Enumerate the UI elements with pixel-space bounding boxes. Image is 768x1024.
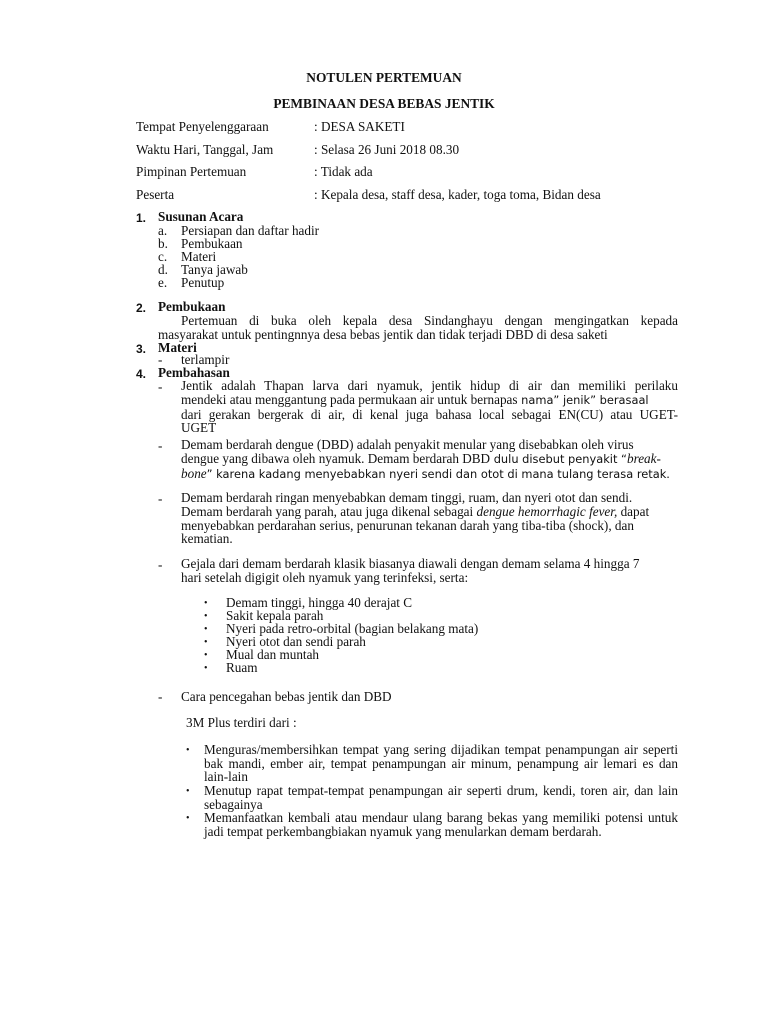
opening-text-line2: masyarakat untuk pentingnnya desa bebas jentik dan tidak terjadi DBD di desa saketi — [158, 327, 608, 342]
bullet-marker: • — [204, 611, 208, 622]
info-label-time: Waktu Hari, Tanggal, Jam — [136, 142, 274, 157]
document-title: NOTULEN PERTEMUAN — [306, 70, 462, 85]
agenda-letter: c. — [158, 249, 168, 264]
prevention-item: Menutup rapat tempat-tempat penampungan air seperti drum, kendi, toren air, dan lain sebagainya — [204, 783, 678, 812]
bullet-marker: • — [186, 786, 190, 797]
paragraph-line: dari gerakan bergerak di air, di kenal juga bahasa local sebagai EN(CU) atau UGET- — [181, 406, 678, 422]
paragraph-dbd — [181, 438, 678, 481]
symptom-item: Nyeri otot dan sendi parah — [226, 634, 366, 649]
paragraph-line: Jentik adalah Thapan larva dari nyamuk, jentik hidup di air dan memiliki perilaku — [181, 378, 678, 393]
text-span: Demam berdarah yang parah, atau juga dikenal sebagai — [181, 503, 477, 519]
prevention-heading: Cara pencegahan bebas jentik dan DBD — [181, 689, 392, 704]
text-span: dulu disebut penyakit “ — [490, 451, 627, 466]
paragraph-symptoms — [181, 557, 678, 585]
info-value-participants: : Kepala desa, staff desa, kader, toga toma, Bidan desa — [314, 187, 601, 202]
paragraph-line: Demam berdarah dengue (DBD) adalah penyakit menular yang disebabkan oleh virus — [181, 437, 634, 452]
section-number: 2. — [136, 301, 147, 315]
symptom-item: Sakit kepala parah — [226, 608, 324, 623]
paragraph-line — [181, 393, 678, 408]
section-heading: Susunan Acara — [158, 209, 244, 224]
text-span: mendeki atau menggantung pada permukaan air untuk bernapas — [181, 391, 518, 407]
section-number: 1. — [136, 211, 147, 225]
bullet-marker: • — [204, 637, 208, 648]
bullet-marker: • — [204, 598, 208, 609]
bullet-marker: • — [186, 745, 190, 756]
symptom-item: Demam tinggi, hingga 40 derajat C — [226, 595, 413, 610]
dash-marker: - — [158, 379, 163, 394]
text-span: dengue yang dibawa oleh nyamuk. Demam berdarah DBD — [181, 450, 491, 466]
bullet-marker: • — [204, 624, 208, 635]
text-span: dapat — [617, 503, 650, 519]
paragraph-line: hari setelah digigit oleh nyamuk yang terinfeksi, serta: — [181, 569, 469, 585]
plus-intro: 3M Plus terdiri dari : — [186, 715, 297, 730]
prevention-item: Menguras/membersihkan tempat yang sering dijadikan tempat penampungan air seperti bak mandi, ember air, tempat penampungan air minum, penampung air lemari es dan lain-lain — [204, 742, 678, 785]
section-heading: Pembahasan — [158, 365, 230, 380]
info-label-leader: Pimpinan Pertemuan — [136, 164, 247, 179]
symptom-item: Mual dan muntah — [226, 647, 320, 662]
symptom-item: Nyeri pada retro-orbital (bagian belakang mata) — [226, 621, 479, 636]
text-span-italic: break- — [626, 450, 661, 466]
agenda-letter: a. — [158, 223, 168, 238]
paragraph-line — [181, 452, 678, 467]
agenda-item: Penutup — [181, 275, 225, 290]
agenda-letter: b. — [158, 236, 168, 251]
agenda-letter: d. — [158, 262, 168, 277]
dash-marker: - — [158, 438, 163, 453]
info-value-leader: : Tidak ada — [314, 164, 373, 179]
paragraph-line: Gejala dari demam berdarah klasik biasanya diawali dengan demam selama 4 hingga 7 — [181, 556, 640, 571]
dash-marker: - — [158, 491, 163, 506]
agenda-item: Tanya jawab — [181, 262, 248, 277]
opening-text-line1: Pertemuan di buka oleh kepala desa Sindanghayu dengan mengingatkan kepada — [181, 313, 678, 328]
dash-marker: - — [158, 689, 163, 704]
paragraph-line — [181, 467, 678, 482]
section-number: 4. — [136, 367, 147, 381]
paragraph-line: kematian. — [181, 531, 233, 547]
document-subtitle: PEMBINAAN DESA BEBAS JENTIK — [273, 96, 495, 111]
agenda-item: Persiapan dan daftar hadir — [181, 223, 320, 238]
paragraph-line: Demam berdarah ringan menyebabkan demam tinggi, ruam, dan nyeri otot dan sendi. — [181, 490, 633, 505]
text-span-italic: dengue hemorrhagic fever, — [476, 503, 618, 519]
dash-marker: - — [158, 557, 163, 572]
agenda-item: Pembukaan — [181, 236, 243, 251]
bullet-marker: • — [204, 663, 208, 674]
info-value-venue: : DESA SAKETI — [314, 119, 405, 134]
section-heading: Pembukaan — [158, 299, 226, 314]
paragraph-line: menyebabkan perdarahan serius, penurunan tekanan darah yang tiba-tiba (shock), dan — [181, 517, 634, 533]
section-heading: Materi — [158, 340, 197, 355]
agenda-letter: e. — [158, 275, 168, 290]
materi-text: terlampir — [181, 352, 230, 367]
section-number: 3. — [136, 342, 147, 356]
bullet-marker: • — [186, 813, 190, 824]
info-label-venue: Tempat Penyelenggaraan — [136, 119, 269, 134]
paragraph-severe — [181, 491, 678, 546]
info-label-participants: Peserta — [136, 187, 175, 202]
prevention-item: Memanfaatkan kembali atau mendaur ulang barang bekas yang memiliki potensi untuk jadi tempat perkembangbiakan nyamuk yang menularkan demam berdarah. — [204, 810, 678, 839]
bullet-marker: • — [204, 650, 208, 661]
dash-marker: - — [158, 352, 163, 367]
paragraph-line: UGET — [181, 420, 217, 436]
paragraph-line — [181, 505, 678, 519]
text-span: nama” jenik” berasaal — [517, 392, 649, 407]
agenda-item: Materi — [181, 249, 217, 264]
info-value-time: : Selasa 26 Juni 2018 08.30 — [314, 142, 460, 157]
symptom-item: Ruam — [226, 660, 258, 675]
text-span: ” karena kadang menyebabkan nyeri sendi dan otot di mana tulang terasa retak. — [206, 466, 670, 481]
paragraph-jentik — [181, 379, 678, 435]
text-span-italic: bone — [181, 465, 207, 481]
